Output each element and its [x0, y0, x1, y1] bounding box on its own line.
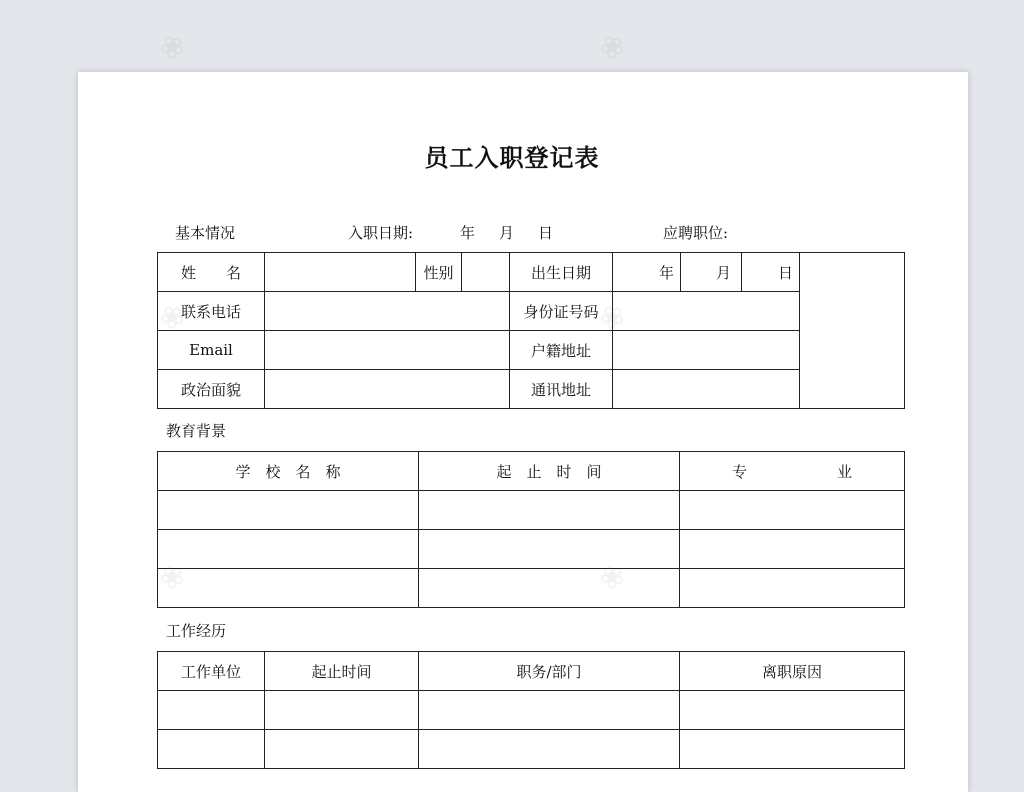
table-cell[interactable]: [158, 730, 265, 769]
table-cell[interactable]: [158, 530, 419, 569]
id-number-label: 身份证号码: [510, 292, 613, 331]
form-title: 员工入职登记表: [424, 144, 600, 172]
table-cell[interactable]: [265, 691, 419, 730]
education-section-label: 教育背景: [166, 422, 227, 440]
table-cell[interactable]: [680, 530, 905, 569]
table-cell[interactable]: [158, 491, 419, 530]
entry-day-label: 日: [538, 224, 554, 242]
political-status-field[interactable]: [265, 370, 510, 409]
table-row: [158, 530, 905, 569]
birth-month-field[interactable]: 月: [681, 253, 742, 292]
table-cell[interactable]: [419, 491, 680, 530]
work-period-header: 起止时间: [265, 652, 419, 691]
hukou-address-field[interactable]: [613, 331, 800, 370]
gender-label: 性别: [416, 253, 462, 292]
employer-header: 工作单位: [158, 652, 265, 691]
education-period-header: 起 止 时 间: [419, 452, 680, 491]
table-cell[interactable]: [680, 491, 905, 530]
watermark: ❀: [592, 26, 633, 69]
entry-month-label: 月: [499, 224, 515, 242]
leave-reason-header: 离职原因: [680, 652, 905, 691]
table-cell[interactable]: [265, 730, 419, 769]
mailing-address-field[interactable]: [613, 370, 800, 409]
name-label: 姓 名: [158, 253, 265, 292]
table-row: [158, 691, 905, 730]
gender-field[interactable]: [462, 253, 510, 292]
hukou-address-label: 户籍地址: [510, 331, 613, 370]
email-field[interactable]: [265, 331, 510, 370]
political-status-label: 政治面貌: [158, 370, 265, 409]
major-header: 专 业: [680, 452, 905, 491]
birth-date-label: 出生日期: [510, 253, 613, 292]
job-title-header: 职务/部门: [419, 652, 680, 691]
table-cell[interactable]: [680, 691, 905, 730]
photo-box[interactable]: [800, 253, 905, 409]
position-label: 应聘职位:: [663, 224, 729, 242]
name-field[interactable]: [265, 253, 416, 292]
table-cell[interactable]: [680, 730, 905, 769]
personal-info-table: [157, 252, 905, 409]
table-cell[interactable]: [419, 730, 680, 769]
table-cell[interactable]: [419, 530, 680, 569]
work-table: [157, 651, 905, 769]
birth-year-field[interactable]: 年: [613, 253, 681, 292]
table-cell[interactable]: [419, 569, 680, 608]
email-label: Email: [158, 331, 265, 370]
entry-year-label: 年: [460, 224, 476, 242]
birth-day-field[interactable]: 日: [742, 253, 800, 292]
education-table: [157, 451, 905, 608]
table-row: [158, 491, 905, 530]
table-cell[interactable]: [680, 569, 905, 608]
id-number-field[interactable]: [613, 292, 800, 331]
phone-label: 联系电话: [158, 292, 265, 331]
table-cell[interactable]: [419, 691, 680, 730]
basic-section-label: 基本情况: [175, 224, 236, 242]
phone-field[interactable]: [265, 292, 510, 331]
watermark: ❀: [152, 26, 193, 69]
table-cell[interactable]: [158, 569, 419, 608]
school-name-header: 学 校 名 称: [158, 452, 419, 491]
table-row: [158, 730, 905, 769]
entry-date-label: 入职日期:: [348, 224, 414, 242]
mailing-address-label: 通讯地址: [510, 370, 613, 409]
work-section-label: 工作经历: [166, 622, 227, 640]
table-cell[interactable]: [158, 691, 265, 730]
table-row: [158, 569, 905, 608]
